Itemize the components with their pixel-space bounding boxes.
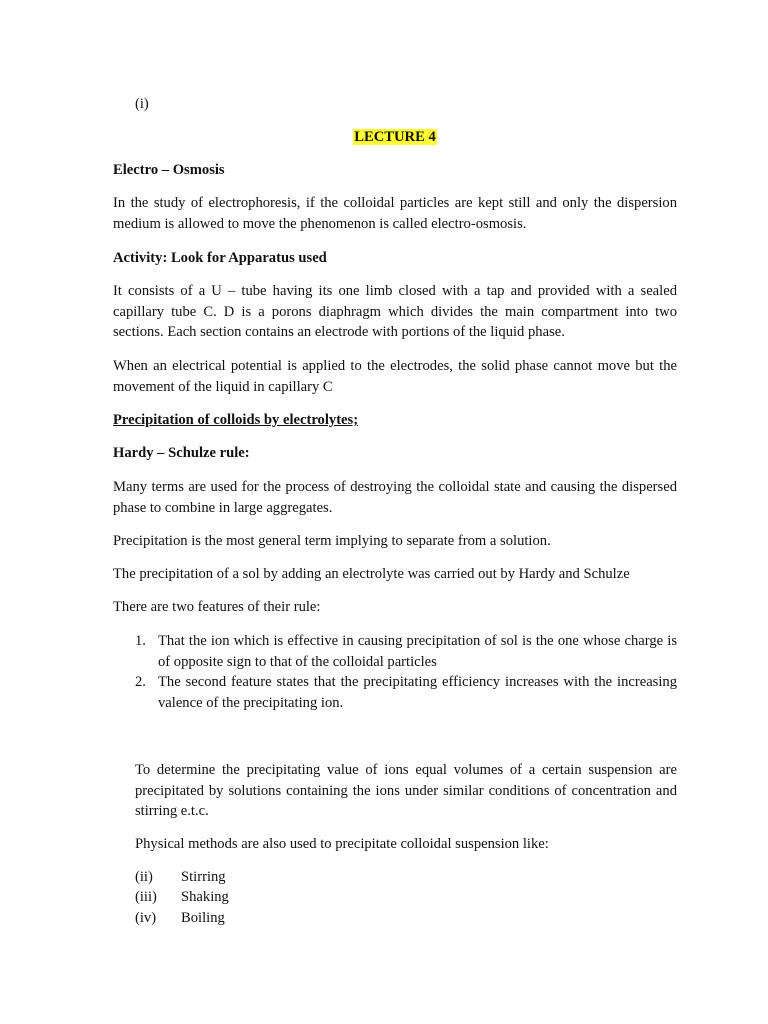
paragraph-features: There are two features of their rule: bbox=[113, 599, 321, 615]
list-item-text: Shaking bbox=[181, 889, 229, 905]
heading-activity: Activity: Look for Apparatus used bbox=[113, 250, 327, 266]
lecture-title-highlight: LECTURE 4 bbox=[354, 129, 436, 145]
paragraph-general: Precipitation is the most general term implying to separate from a solution. bbox=[113, 533, 551, 549]
heading-hardy-schulze: Hardy – Schulze rule: bbox=[113, 445, 250, 461]
lecture-title bbox=[113, 127, 677, 148]
paragraph-physical: Physical methods are also used to precipitate colloidal suspension like: bbox=[135, 836, 549, 852]
paragraph-intro: In the study of electrophoresis, if the colloidal particles are kept still and only the dispersion medium is allowed to move the phenomenon is called electro-osmosis. bbox=[113, 195, 677, 232]
list-item-number: 2. bbox=[135, 674, 146, 690]
paragraph-determine: To determine the precipitating value of ions equal volumes of a certain suspension are precipitated by solutions containing the ions under similar conditions of concentration and stirring e.t.c. bbox=[135, 762, 677, 819]
list-item-text: That the ion which is effective in causing precipitation of sol is the one whose charge is of opposite sign to that of the colloidal particles bbox=[158, 633, 677, 670]
list-item-number: 1. bbox=[135, 633, 146, 649]
paragraph-sol: The precipitation of a sol by adding an electrolyte was carried out by Hardy and Schulze bbox=[113, 566, 630, 582]
list-item-text: The second feature states that the precipitating efficiency increases with the increasing valence of the precipitating ion. bbox=[158, 674, 677, 711]
heading-precipitation: Precipitation of colloids by electrolytes; bbox=[113, 412, 359, 428]
list-item-text: Boiling bbox=[181, 910, 225, 926]
heading-electro-osmosis: Electro – Osmosis bbox=[113, 162, 225, 178]
list-item-number: (ii) bbox=[135, 869, 153, 885]
list-item-number: (iii) bbox=[135, 889, 157, 905]
paragraph-potential: When an electrical potential is applied to the electrodes, the solid phase cannot move but the movement of the liquid in capillary C bbox=[113, 358, 677, 395]
paragraph-apparatus: It consists of a U – tube having its one limb closed with a tap and provided with a sealed capillary tube C. D is a porons diaphragm which divides the main compartment into two sections. Each section contains an electrode with portions of the liquid phase. bbox=[113, 283, 677, 340]
top-label: (i) bbox=[135, 96, 149, 112]
list-item-number: (iv) bbox=[135, 910, 157, 926]
list-item-text: Stirring bbox=[181, 869, 226, 885]
paragraph-terms: Many terms are used for the process of destroying the colloidal state and causing the dispersed phase to combine in large aggregates. bbox=[113, 479, 677, 516]
